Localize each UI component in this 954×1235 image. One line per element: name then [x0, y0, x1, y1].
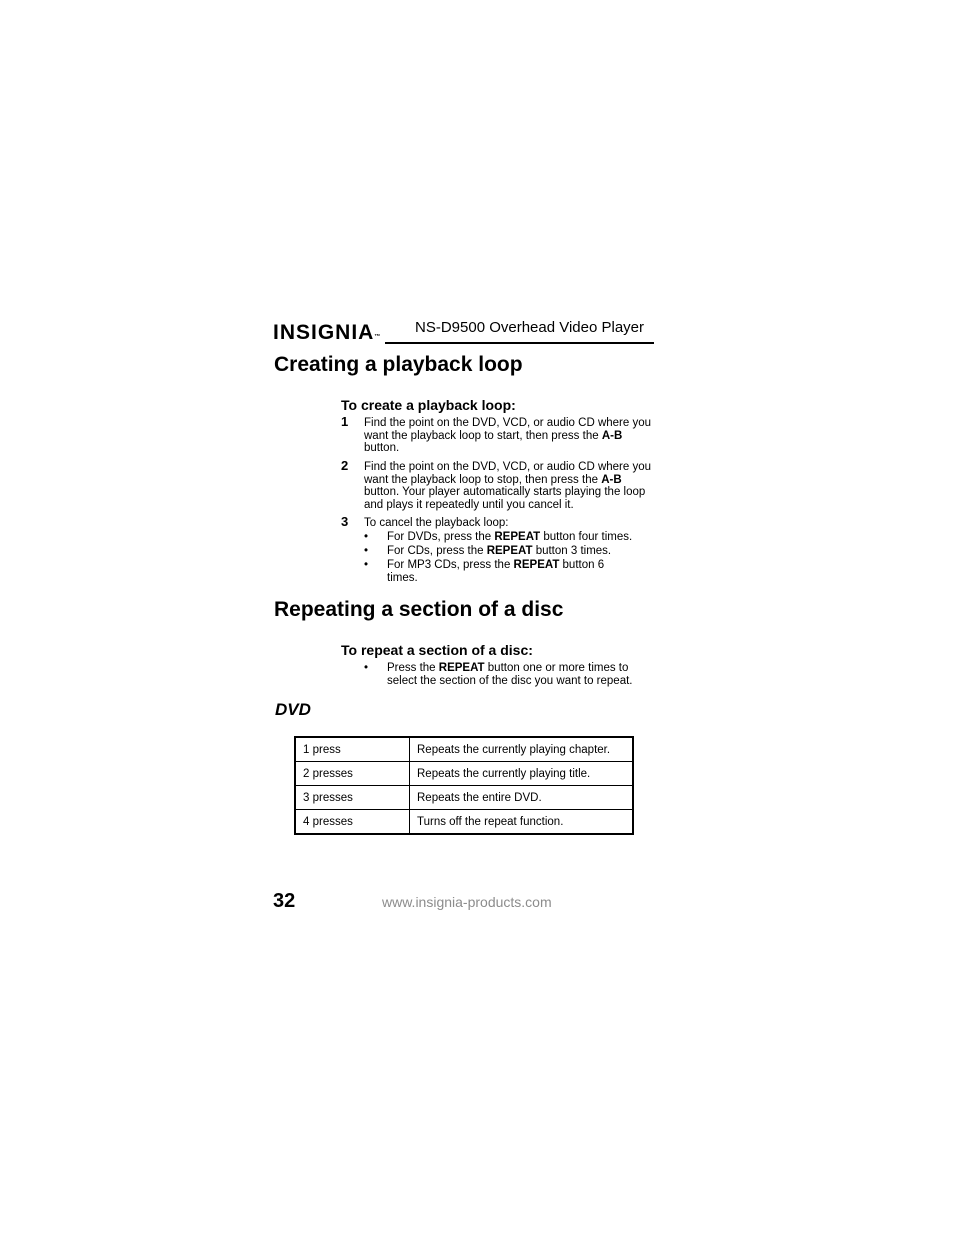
bullet-dot: • [364, 662, 369, 674]
table-row [295, 786, 633, 810]
subheading-create-loop: To create a playback loop: [341, 397, 516, 413]
model-title: NS-D9500 Overhead Video Player [415, 319, 645, 336]
table-cell-presses: 1 press [295, 737, 410, 762]
table-cell-presses: 3 presses [295, 786, 410, 810]
step-text: To cancel the playback loop: [364, 517, 509, 529]
table-cell-action: Turns off the repeat function. [410, 810, 634, 835]
bullet-dot: • [364, 545, 369, 557]
header-divider [385, 342, 654, 344]
step-text: Find the point on the DVD, VCD, or audio CD where you want the playback loop to start, then press the A-B button. [364, 417, 652, 454]
step-number: 1 [341, 414, 349, 429]
table-cell-presses: 2 presses [295, 762, 410, 786]
table-row [295, 762, 633, 786]
subheading-repeat-section: To repeat a section of a disc: [341, 642, 533, 658]
section-title-playback-loop: Creating a playback loop [274, 353, 523, 376]
section-title-repeating: Repeating a section of a disc [274, 598, 564, 621]
table-cell-action: Repeats the currently playing chapter. [410, 737, 634, 762]
step-number: 2 [341, 458, 349, 473]
bullet-text: Press the REPEAT button one or more times to select the section of the disc you want to repeat. [387, 662, 633, 687]
table-cell-presses: 4 presses [295, 810, 410, 835]
bullet-dot: • [364, 531, 369, 543]
repeat-table [294, 736, 634, 835]
table-row [295, 810, 633, 835]
footer-url: www.insignia-products.com [382, 894, 552, 910]
table-row [295, 737, 633, 762]
dvd-heading: DVD [275, 700, 311, 719]
bullet-text: For MP3 CDs, press the REPEAT button 6 times. [387, 559, 605, 584]
brand-logo [273, 318, 380, 348]
bullet-dot: • [364, 559, 369, 571]
step-text: Find the point on the DVD, VCD, or audio CD where you want the playback loop to stop, then press the A-B button. Your player automatically starts playing the loop and plays it repeatedly until you cancel it. [364, 461, 652, 511]
table-cell-action: Repeats the currently playing title. [410, 762, 634, 786]
trademark-symbol: ™ [374, 334, 381, 340]
page-number: 32 [273, 890, 296, 912]
table-cell-action: Repeats the entire DVD. [410, 786, 634, 810]
brand-logo-text: INSIGNIA [273, 321, 375, 344]
step-number: 3 [341, 514, 349, 529]
bullet-text: For CDs, press the REPEAT button 3 times. [387, 545, 612, 557]
bullet-text: For DVDs, press the REPEAT button four times. [387, 531, 633, 543]
